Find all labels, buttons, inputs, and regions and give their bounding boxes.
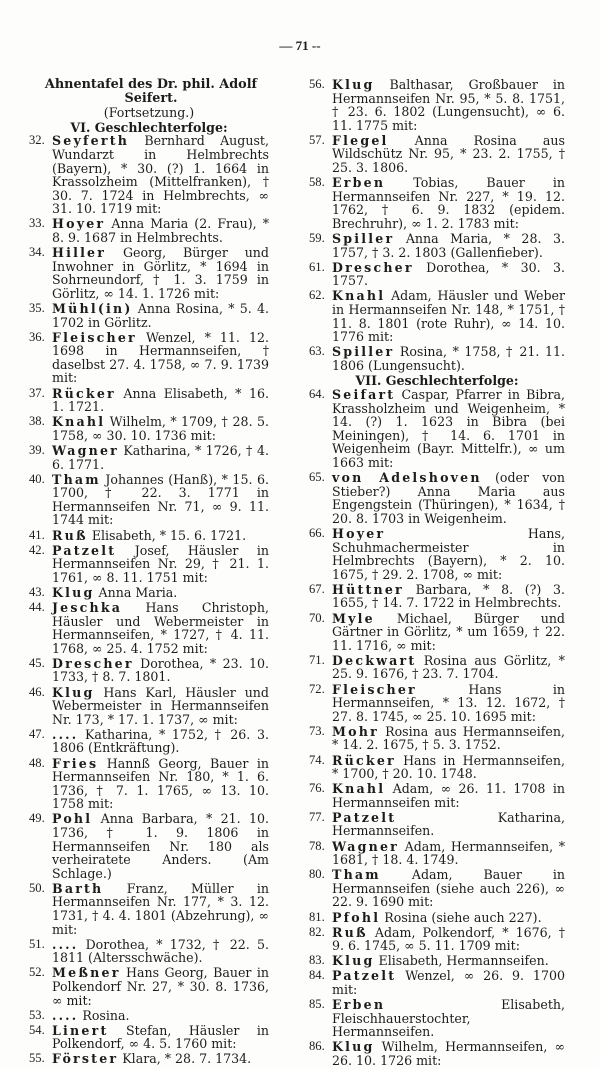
- entry-surname: Klug: [332, 1039, 375, 1055]
- entry-number: 48.: [29, 755, 45, 770]
- entry-details: Rosina.: [82, 1007, 130, 1023]
- genealogy-entry: [29, 812, 269, 880]
- entry-details: Rosina, * 1758, † 21. 11. 1806 (Lungensucht).: [332, 344, 565, 373]
- entry-number: 64.: [309, 387, 325, 402]
- genealogy-entry: [29, 544, 269, 585]
- entry-number: 42.: [29, 542, 45, 557]
- entry-number: 54.: [29, 1022, 45, 1037]
- entry-details: Stefan, Häusler in Polkendorf, ∞ 4. 5. 1760 mit:: [52, 1022, 269, 1052]
- entry-details: Franz, Müller in Hermannseifen Nr. 177, * 3. 12. 1731, † 4. 4. 1801 (Abzehrung), ∞ mit:: [52, 880, 269, 937]
- entry-number: 38.: [29, 414, 45, 429]
- entry-details: Hans in Hermannseifen, * 13. 12. 1672, † 27. 8. 1745, ∞ 25. 10. 1695 mit:: [332, 681, 565, 724]
- right-column: [309, 78, 565, 1069]
- entry-surname: Tham: [52, 471, 101, 487]
- genealogy-entry: [309, 811, 565, 838]
- entry-details: Klara, * 28. 7. 1734.: [122, 1051, 252, 1067]
- genealogy-entry: [309, 725, 565, 752]
- entry-surname: Ruß: [52, 527, 88, 543]
- document-title: Ahnentafel des Dr. phil. Adolf Seifert.: [44, 77, 258, 106]
- entry-surname: Myle: [332, 610, 375, 626]
- entry-details: Hannß Georg, Bauer in Hermannseifen Nr. 180, * 1. 6. 1736, † 7. 1. 1765, ∞ 13. 10. 1758 mit:: [52, 755, 269, 812]
- entry-surname: Mühl(in): [52, 301, 133, 316]
- entry-number: 59.: [309, 231, 325, 246]
- genealogy-entry: [309, 232, 565, 259]
- entry-surname: Patzelt: [332, 809, 397, 825]
- genealogy-entry: [309, 612, 565, 653]
- entry-number: 74.: [309, 752, 325, 767]
- entry-number: 86.: [309, 1039, 325, 1054]
- genealogy-entry: [309, 345, 565, 372]
- entry-surname: Deckwart: [332, 652, 417, 668]
- genealogy-entry: [309, 782, 565, 809]
- entry-details: Elisabeth, * 15. 6. 1721.: [91, 527, 247, 543]
- genealogy-entry: [309, 176, 565, 230]
- entry-number: 81.: [309, 909, 325, 924]
- entry-details: Adam, Bauer in Hermannseifen (siehe auch 226), ∞ 22. 9. 1690 mit:: [332, 867, 565, 910]
- entry-surname: Hüttner: [332, 581, 404, 597]
- entry-list-right-after: [309, 388, 565, 1068]
- document-subtitle: (Fortsetzung.): [103, 105, 195, 121]
- genealogy-entry: [29, 387, 269, 414]
- entry-surname: Hiller: [52, 245, 107, 261]
- genealogy-entry: [309, 754, 565, 781]
- genealogy-entry: [29, 586, 269, 600]
- entry-details: Anna Maria, * 28. 3. 1757, † 3. 2. 1803 (Gallenfieber).: [332, 231, 565, 260]
- entry-number: 40.: [29, 471, 45, 486]
- entry-details: Rosina aus Hermannseifen, * 14. 2. 1675, † 5. 3. 1752.: [332, 723, 565, 753]
- genealogy-entry: [309, 78, 565, 132]
- entry-surname: von Adelshoven: [332, 470, 482, 486]
- entry-number: 85.: [309, 997, 325, 1012]
- entry-details: Hans Karl, Häusler und Webermeister in Hermannseifen Nr. 173, * 17. 1. 1737, ∞ mit:: [52, 684, 269, 727]
- entry-details: Balthasar, Großbauer in Hermannseifen Nr. 95, * 5. 8. 1751, † 23. 6. 1802 (Lungensucht), ∞ 6. 11. 1775 mit:: [332, 77, 565, 133]
- entry-number: 50.: [29, 880, 45, 895]
- entry-details: Adam, Polkendorf, * 1676, † 9. 6. 1745, ∞ 5. 11. 1709 mit:: [332, 924, 565, 954]
- entry-number: 78.: [309, 838, 325, 853]
- genealogy-entry: [29, 757, 269, 811]
- entry-details: Katharina, * 1726, † 4. 6. 1771.: [52, 442, 269, 472]
- entry-details: Anna Elisabeth, * 16. 1. 1721.: [52, 385, 269, 415]
- genealogy-entry: [309, 527, 565, 581]
- genealogy-entry: [29, 302, 269, 329]
- entry-number: 32.: [29, 133, 45, 148]
- entry-number: 55.: [29, 1051, 45, 1066]
- genealogy-entry: [309, 289, 565, 343]
- page-number: — 71 --: [279, 38, 321, 53]
- entry-number: 66.: [309, 526, 325, 540]
- genealogy-entry: [309, 926, 565, 953]
- genealogy-entry: [29, 1052, 269, 1066]
- entry-number: 61.: [309, 259, 325, 274]
- entry-details: Dorothea, * 1732, † 22. 5. 1811 (Altersschwäche).: [52, 936, 270, 966]
- entry-surname: Ruß: [332, 924, 368, 940]
- genealogy-entry: [309, 911, 565, 925]
- entry-details: Hans, Schuhmachermeister in Helmbrechts (Bayern), * 2. 10. 1675, † 29. 2. 1708, ∞ mit:: [332, 526, 565, 582]
- entry-surname: Mohr: [332, 723, 379, 739]
- entry-number: 34.: [29, 245, 45, 260]
- entry-number: 67.: [309, 581, 325, 596]
- entry-details: Caspar, Pfarrer in Bibra, Krassholzheim und Weigenheim, * 14. (?) 1. 1623 in Bibra (bei Meiningen), † 14. 6. 1701 in Weigenheim (Bayr. Mittelfr.), ∞ um 1663 mit:: [332, 387, 565, 471]
- genealogy-entry: [29, 415, 269, 442]
- genealogy-entry: [309, 134, 565, 175]
- genealogy-entry: [29, 444, 269, 471]
- entry-details: Anna Maria.: [98, 584, 178, 600]
- entry-number: 72.: [309, 681, 325, 696]
- entry-surname: Knahl: [332, 288, 386, 304]
- genealogy-entry: [309, 998, 565, 1039]
- entry-surname: Barth: [52, 880, 104, 896]
- entry-number: 82.: [309, 924, 325, 939]
- entry-surname: Knahl: [332, 781, 386, 797]
- entry-details: Anna Maria (2. Frau), * 8. 9. 1687 in Helmbrechts.: [52, 216, 269, 246]
- entry-surname: Wagner: [332, 838, 400, 854]
- entry-details: Wenzel, ∞ 26. 9. 1700 mit:: [332, 968, 565, 997]
- genealogy-entry: [29, 217, 269, 244]
- entry-details: (oder von Stieber?) Anna Maria aus Engengstein (Thüringen), * 1634, † 20. 8. 1703 in Weigenheim.: [332, 470, 565, 526]
- entry-number: 33.: [29, 216, 45, 231]
- genealogy-entry: [29, 686, 269, 727]
- entry-details: Johannes (Hanß), * 15. 6. 1700, † 22. 3. 1771 in Hermannseifen Nr. 71, ∞ 9. 11. 1744 mit:: [52, 471, 269, 528]
- entry-number: 36.: [29, 329, 45, 344]
- entry-number: 46.: [29, 684, 45, 699]
- entry-details: Anna Barbara, * 21. 10. 1736, † 1. 9. 1806 in Hermannseifen Nr. 180 als verheiratete Anders. (Am Schlage.): [52, 811, 270, 881]
- entry-surname: Patzelt: [332, 968, 397, 984]
- entry-number: 39.: [29, 442, 45, 457]
- section-heading-vii: VII. Geschlechterfolge:: [355, 373, 519, 389]
- entry-details: Hans Christoph, Häusler und Webermeister in Hermannseifen, * 1727, † 4. 11. 1768, ∞ 25. 4. 1752 mit:: [52, 599, 269, 656]
- genealogy-entry: [29, 246, 269, 300]
- genealogy-entry: [29, 601, 269, 655]
- genealogy-entry: [309, 471, 565, 525]
- entry-number: 58.: [309, 175, 325, 190]
- entry-details: Bernhard August, Wundarzt in Helmbrechts (Bayern), * 30. (?) 1. 1664 in Krassolzheim (Mittelfranken), † 30. 7. 1724 in Helmbrechts, ∞ 31. 10. 1719 mit:: [52, 133, 269, 217]
- entry-surname: Hoyer: [52, 216, 106, 232]
- entry-surname: ....: [52, 936, 79, 952]
- entry-surname: Hoyer: [332, 526, 386, 541]
- entry-details: Tobias, Bauer in Hermannseifen Nr. 227, * 19. 12. 1762, † 6. 9. 1832 (epidem. Brechruhr), ∞ 1. 2. 1783 mit:: [332, 175, 565, 231]
- entry-details: Adam, Hermannseifen, * 1681, † 18. 4. 1749.: [332, 838, 565, 868]
- entry-details: Dorothea, * 23. 10. 1733, † 8. 7. 1801.: [52, 655, 269, 685]
- genealogy-entry: [29, 1009, 269, 1023]
- entry-number: 70.: [309, 610, 325, 625]
- entry-surname: Klug: [52, 584, 95, 600]
- genealogy-entry: [309, 583, 565, 610]
- entry-details: Rosina aus Görlitz, * 25. 9. 1676, † 23. 7. 1704.: [332, 652, 565, 682]
- entry-details: Rosina (siehe auch 227).: [384, 909, 542, 925]
- entry-number: 44.: [29, 599, 45, 614]
- genealogy-entry: [309, 683, 565, 724]
- entry-details: Wenzel, * 11. 12. 1698 in Hermannseifen, † daselbst 27. 4. 1758, ∞ 7. 9. 1739 mit:: [52, 329, 269, 386]
- entry-surname: ....: [52, 1007, 79, 1023]
- entry-surname: Rücker: [52, 385, 116, 401]
- genealogy-entry: [29, 331, 269, 385]
- entry-number: 35.: [29, 301, 45, 315]
- entry-surname: Linert: [52, 1022, 109, 1038]
- entry-number: 65.: [309, 470, 325, 485]
- genealogy-entry: [29, 657, 269, 684]
- entry-list-left: [29, 134, 269, 1066]
- entry-surname: Knahl: [52, 414, 106, 430]
- genealogy-entry: [29, 473, 269, 527]
- genealogy-entry: [309, 388, 565, 470]
- entry-details: Anna Rosina, * 5. 4. 1702 in Görlitz.: [52, 301, 269, 330]
- genealogy-entry: [309, 654, 565, 681]
- entry-surname: Drescher: [332, 259, 414, 275]
- genealogy-entry: [309, 840, 565, 867]
- entry-details: Elisabeth, Hermannseifen.: [378, 953, 549, 969]
- genealogy-entry: [29, 882, 269, 936]
- entry-surname: Pohl: [52, 811, 93, 827]
- entry-list-right-before: [309, 78, 565, 372]
- entry-details: Dorothea, * 30. 3. 1757.: [332, 259, 565, 289]
- entry-details: Hans Georg, Bauer in Polkendorf Nr. 27, * 30. 8. 1736, ∞ mit:: [52, 965, 269, 1008]
- entry-surname: Fries: [52, 755, 99, 771]
- entry-number: 77.: [309, 809, 325, 824]
- section-heading-vi: VI. Geschlechterfolge:: [70, 119, 228, 135]
- entry-surname: Rücker: [332, 752, 396, 768]
- entry-details: Georg, Bürger und Inwohner in Görlitz, * 1694 in Sohrneundorf, † 1. 3. 1759 in Görlitz, ∞ 14. 1. 1726 mit:: [52, 245, 269, 301]
- entry-surname: Erben: [332, 175, 386, 191]
- entry-number: 62.: [309, 288, 325, 303]
- genealogy-entry: [29, 966, 269, 1007]
- entry-details: Wilhelm, * 1709, † 28. 5. 1758, ∞ 30. 10. 1736 mit:: [52, 414, 269, 443]
- entry-surname: Tham: [332, 867, 381, 883]
- entry-details: Wilhelm, Hermannseifen, ∞ 26. 10. 1726 mit:: [332, 1039, 565, 1068]
- entry-details: Anna Rosina aus Wildschütz Nr. 95, * 23. 2. 1755, † 25. 3. 1806.: [332, 132, 565, 176]
- entry-details: Barbara, * 8. (?) 3. 1655, † 14. 7. 1722 in Helmbrechts.: [332, 581, 565, 611]
- entry-surname: Klug: [332, 953, 375, 969]
- entry-surname: Drescher: [52, 655, 134, 671]
- genealogy-entry: [29, 938, 269, 965]
- genealogy-entry: [29, 134, 269, 216]
- entry-surname: Förster: [52, 1051, 119, 1067]
- entry-number: 71.: [309, 652, 325, 667]
- entry-surname: Flegel: [332, 132, 389, 148]
- entry-number: 45.: [29, 655, 45, 670]
- entry-number: 37.: [29, 385, 45, 400]
- entry-surname: Patzelt: [52, 542, 117, 558]
- entry-surname: Seyferth: [52, 133, 130, 149]
- entry-number: 51.: [29, 936, 45, 951]
- entry-number: 49.: [29, 811, 45, 826]
- entry-details: Adam, ∞ 26. 11. 1708 in Hermannseifen mit:: [332, 781, 565, 810]
- genealogy-entry: [309, 954, 565, 968]
- entry-number: 76.: [309, 781, 325, 796]
- entry-details: Katharina, * 1752, † 26. 3. 1806 (Entkräftung).: [52, 726, 269, 756]
- entry-surname: Seifart: [332, 387, 396, 403]
- entry-surname: Pfohl: [332, 909, 381, 925]
- entry-surname: Meßner: [52, 965, 121, 981]
- genealogy-entry: [29, 529, 269, 543]
- entry-number: 52.: [29, 965, 45, 980]
- entry-number: 57.: [309, 132, 325, 147]
- entry-number: 84.: [309, 968, 325, 983]
- entry-surname: Spiller: [332, 344, 395, 360]
- entry-details: Josef, Häusler in Hermannseifen Nr. 29, † 21. 1. 1761, ∞ 8. 11. 1751 mit:: [52, 542, 269, 585]
- left-column: [29, 78, 269, 1068]
- entry-surname: Klug: [52, 684, 95, 700]
- entry-surname: Jeschka: [52, 599, 123, 615]
- entry-number: 83.: [309, 953, 325, 968]
- entry-surname: Klug: [332, 77, 375, 92]
- entry-details: Katharina, Hermannseifen.: [332, 809, 565, 839]
- entry-details: Elisabeth, Fleischhauerstochter, Hermannseifen.: [332, 997, 565, 1040]
- entry-details: Michael, Bürger und Gärtner in Görlitz, * um 1659, † 22. 11. 1716, ∞ mit:: [332, 610, 565, 653]
- genealogy-entry: [309, 261, 565, 288]
- entry-surname: Wagner: [52, 442, 120, 458]
- entry-number: 63.: [309, 344, 325, 359]
- genealogy-entry: [309, 1040, 565, 1067]
- genealogy-entry: [29, 1024, 269, 1051]
- genealogy-entry: [309, 969, 565, 996]
- entry-number: 41.: [29, 527, 45, 542]
- genealogy-entry: [29, 728, 269, 755]
- entry-number: 80.: [309, 867, 325, 882]
- entry-surname: Fleischer: [332, 681, 417, 697]
- entry-details: Adam, Häusler und Weber in Hermannseifen Nr. 148, * 1751, † 11. 8. 1801 (rote Ruhr), ∞ 14. 10. 1776 mit:: [332, 288, 565, 345]
- entry-surname: ....: [52, 726, 79, 742]
- entry-number: 53.: [29, 1007, 45, 1022]
- entry-surname: Erben: [332, 997, 386, 1013]
- entry-number: 43.: [29, 584, 45, 599]
- genealogy-entry: [309, 868, 565, 909]
- entry-number: 56.: [309, 77, 325, 91]
- entry-number: 47.: [29, 726, 45, 741]
- entry-surname: Spiller: [332, 231, 395, 247]
- entry-details: Hans in Hermannseifen, * 1700, † 20. 10. 1748.: [332, 752, 565, 782]
- entry-surname: Fleischer: [52, 329, 137, 345]
- entry-number: 73.: [309, 723, 325, 738]
